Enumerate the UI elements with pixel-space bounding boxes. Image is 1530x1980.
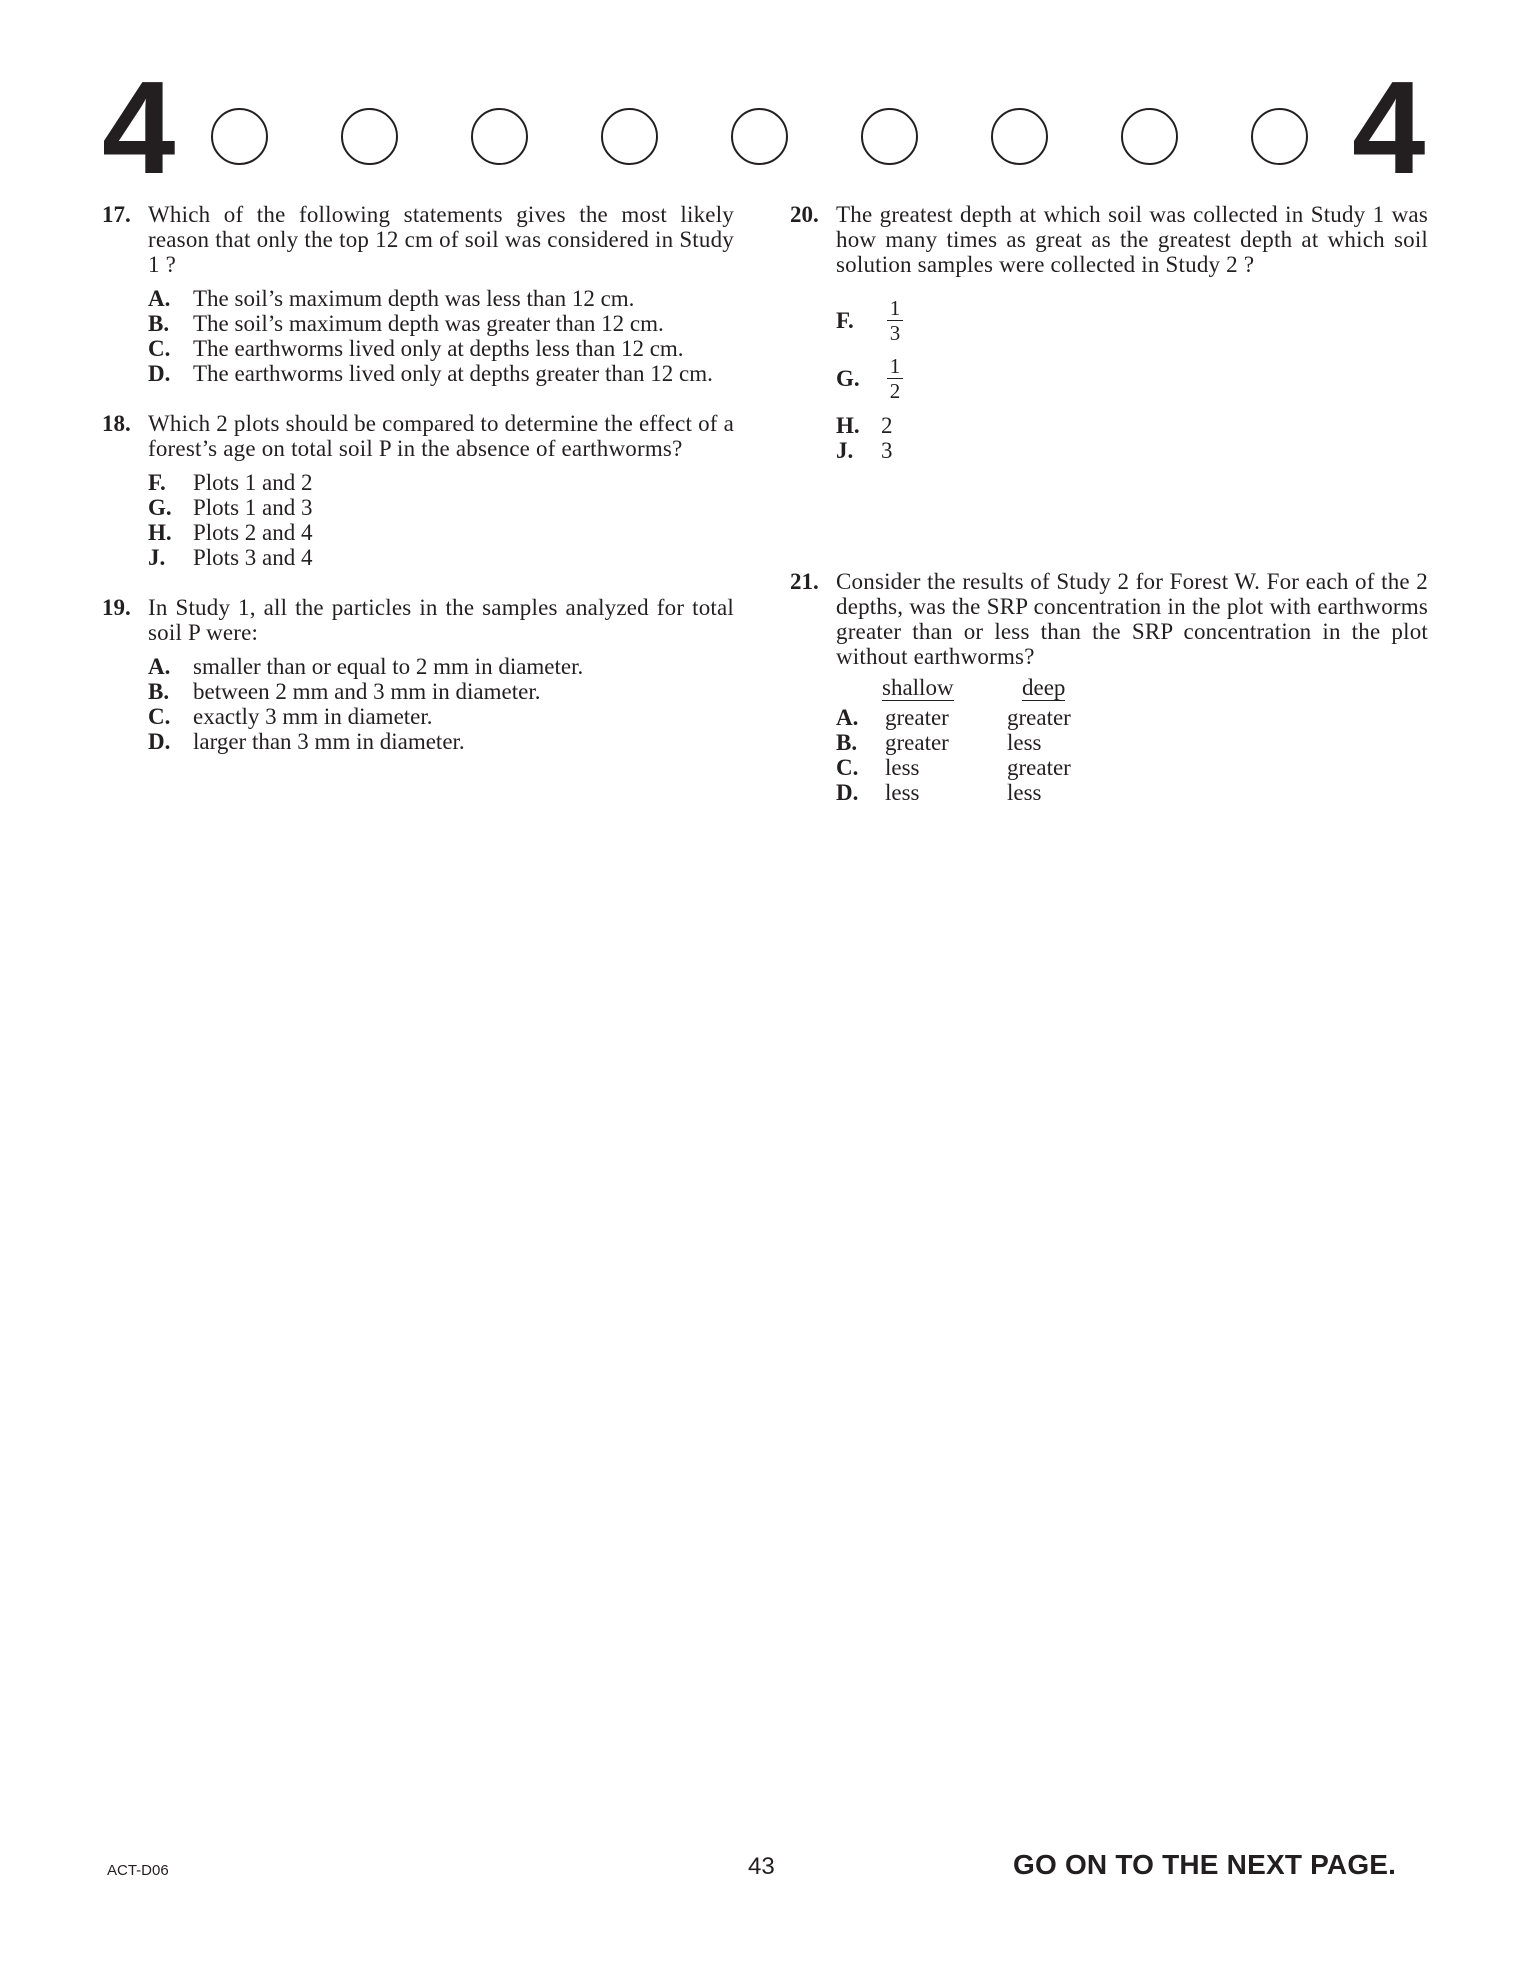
option-text: Plots 3 and 4 [193,545,313,570]
answer-option-h[interactable] [836,413,1428,438]
question-stem: The greatest depth at which soil was collected in Study 1 was how many times as great as the greatest depth at which soil solution samples were collected in Study 2 ? [836,202,1428,277]
option-letter: H. [836,413,860,438]
deep-value: less [1007,780,1042,805]
answer-option-b[interactable] [148,311,734,336]
question-number: 21. [790,569,819,594]
left-column [102,202,734,754]
option-letter: B. [148,679,170,704]
option-text: Plots 1 and 2 [193,470,313,495]
right-column [790,202,1428,805]
answer-option-a[interactable] [148,654,734,679]
option-letter: C. [836,755,859,780]
option-letter: B. [836,730,858,755]
option-letter: D. [836,780,859,805]
question-stem: Which 2 plots should be compared to determine the effect of a forest’s age on total soil P in the absence of earthworms? [148,411,734,461]
question-number: 17. [102,202,131,227]
answer-option-h[interactable] [148,520,734,545]
option-text: exactly 3 mm in diameter. [193,704,433,729]
header-circle-row [211,108,1313,172]
answer-options [836,297,1428,463]
answer-option-a[interactable] [836,705,1428,730]
fraction [887,297,903,344]
decorative-circle [211,108,268,165]
option-text: between 2 mm and 3 mm in diameter. [193,679,541,704]
option-letter: B. [148,311,170,336]
decorative-circle [861,108,918,165]
option-letter: A. [836,705,859,730]
fraction [887,355,903,402]
option-text: 3 [881,438,893,463]
shallow-value: less [885,755,920,780]
decorative-circle [991,108,1048,165]
question-number: 19. [102,595,131,620]
shallow-value: greater [885,705,949,730]
question-20 [790,202,1428,463]
column-header-deep: deep [1022,675,1066,700]
answer-options [148,286,734,386]
option-text: 2 [881,413,893,438]
option-letter: A. [148,286,171,311]
answer-option-c[interactable] [148,704,734,729]
answer-option-b[interactable] [836,730,1428,755]
shallow-value: less [885,780,920,805]
decorative-circle [1121,108,1178,165]
question-number: 18. [102,411,131,436]
option-text: The soil’s maximum depth was less than 12 cm. [193,286,635,311]
fraction-numerator: 1 [887,297,903,321]
answer-option-d[interactable] [148,729,734,754]
option-letter: J. [148,545,166,570]
answer-option-d[interactable] [836,780,1428,805]
option-letter: F. [148,470,166,495]
section-number-right: 4 [1352,54,1424,201]
fraction-denominator: 2 [889,379,901,403]
question-21 [790,569,1428,805]
answer-option-d[interactable] [148,361,734,386]
question-17 [102,202,734,386]
answer-option-g[interactable] [836,355,1428,405]
page-number: 43 [748,1853,775,1880]
question-18 [102,411,734,570]
option-text: The soil’s maximum depth was greater than 12 cm. [193,311,664,336]
option-text: smaller than or equal to 2 mm in diameter. [193,654,584,679]
decorative-circle [601,108,658,165]
option-text: The earthworms lived only at depths less than 12 cm. [193,336,684,361]
decorative-circle [731,108,788,165]
option-text: Plots 2 and 4 [193,520,313,545]
option-letter: C. [148,336,171,361]
shallow-value: greater [885,730,949,755]
fraction-numerator: 1 [887,355,903,379]
answer-option-a[interactable] [148,286,734,311]
answer-option-j[interactable] [148,545,734,570]
option-text: Plots 1 and 3 [193,495,313,520]
column-header-shallow: shallow [882,675,954,700]
next-page-notice: GO ON TO THE NEXT PAGE. [1013,1849,1397,1880]
question-number: 20. [790,202,819,227]
answer-option-f[interactable] [148,470,734,495]
answer-table-header [836,675,1428,705]
option-letter: A. [148,654,171,679]
answer-option-b[interactable] [148,679,734,704]
deep-value: less [1007,730,1042,755]
option-letter: D. [148,729,171,754]
question-stem: Consider the results of Study 2 for Forest W. For each of the 2 depths, was the SRP concentration in the plot with earthworms greater than or less than the SRP concentration in the plot without earthworms? [836,569,1428,669]
answer-option-f[interactable] [836,297,1428,347]
option-letter: C. [148,704,171,729]
form-code: ACT-D06 [107,1862,169,1879]
answer-option-j[interactable] [836,438,1428,463]
option-letter: H. [148,520,172,545]
option-text: The earthworms lived only at depths greater than 12 cm. [193,361,713,386]
decorative-circle [341,108,398,165]
page-header [0,0,1530,200]
decorative-circle [471,108,528,165]
option-letter: G. [148,495,172,520]
answer-options [148,470,734,570]
fraction-denominator: 3 [889,321,901,345]
question-stem: Which of the following statements gives the most likely reason that only the top 12 cm of soil was considered in Study 1 ? [148,202,734,277]
answer-option-g[interactable] [148,495,734,520]
option-letter: G. [836,366,860,391]
deep-value: greater [1007,705,1071,730]
decorative-circle [1251,108,1308,165]
option-letter: D. [148,361,171,386]
answer-option-c[interactable] [836,755,1428,780]
deep-value: greater [1007,755,1071,780]
section-number-left: 4 [102,54,174,201]
option-letter: F. [836,308,854,333]
answer-options [148,654,734,754]
option-text: larger than 3 mm in diameter. [193,729,465,754]
option-letter: J. [836,438,854,463]
answer-option-c[interactable] [148,336,734,361]
question-stem: In Study 1, all the particles in the samples analyzed for total soil P were: [148,595,734,645]
question-19 [102,595,734,754]
